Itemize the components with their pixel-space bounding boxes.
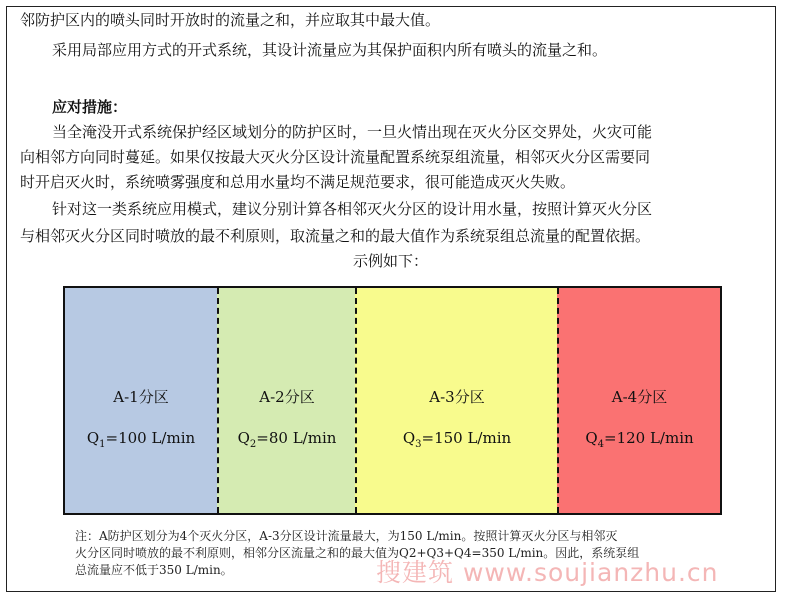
text-line-1: 邻防护区内的喷头同时开放时的流量之和，并应取其中最大值。 — [20, 11, 441, 29]
note-line-2: 火分区同时喷放的最不利原则，相邻分区流量之和的最大值为Q2+Q3+Q4=350 L/min。因此，系统泵组 — [75, 546, 640, 560]
zone-a2-name: A-2分区 — [259, 388, 315, 406]
zone-a3-name: A-3分区 — [429, 388, 485, 406]
zone-a2-flow: $Q_2=80$ L/min — [237, 429, 337, 450]
zone-a4 — [557, 288, 720, 513]
zone-a3-flow: $Q_3=150$ L/min — [402, 429, 512, 450]
text-line-5: 向相邻方向同时蔓延。如果仅按最大灭火分区设计流量配置系统泵组流量，相邻灭火分区需要同 — [20, 148, 651, 166]
zone-a1-flow: $Q_1=100$ L/min — [86, 429, 196, 450]
zone-a1 — [65, 288, 217, 513]
text-line-4: 当全淹没开式系统保护经区域划分的防护区时，一旦火情出现在灭火分区交界处，火灾可能 — [52, 123, 653, 141]
zone-a2 — [217, 288, 355, 513]
text-line-2: 采用局部应用方式的开式系统，其设计流量应为其保护面积内所有喷头的流量之和。 — [52, 41, 608, 59]
note-line-3: 总流量应不低于350 L/min。 — [75, 563, 233, 577]
example-caption: 示例如下： — [353, 252, 429, 270]
note-line-1: 注：A防护区划分为4个灭火分区，A-3分区设计流量最大，为150 L/min。按照计算灭火分区与相邻灭 — [75, 529, 618, 543]
section-heading: 应对措施： — [52, 98, 128, 116]
zone-a1-name: A-1分区 — [113, 388, 169, 406]
zone-a4-flow: $Q_4=120$ L/min — [585, 429, 694, 450]
text-line-6: 时开启灭火时，系统喷雾强度和总用水量均不满足规范要求，很可能造成灭火失败。 — [20, 173, 576, 191]
zone-diagram — [63, 286, 722, 515]
text-line-7: 针对这一类系统应用模式，建议分别计算各相邻灭火分区的设计用水量，按照计算灭火分区 — [52, 200, 653, 218]
zone-a3 — [355, 288, 557, 513]
watermark: 搜建筑 www.soujianzhu.cn — [376, 558, 719, 587]
text-line-8: 与相邻灭火分区同时喷放的最不利原则，取流量之和的最大值作为系统泵组总流量的配置依据。 — [20, 227, 651, 245]
zone-a4-name: A-4分区 — [611, 388, 668, 406]
